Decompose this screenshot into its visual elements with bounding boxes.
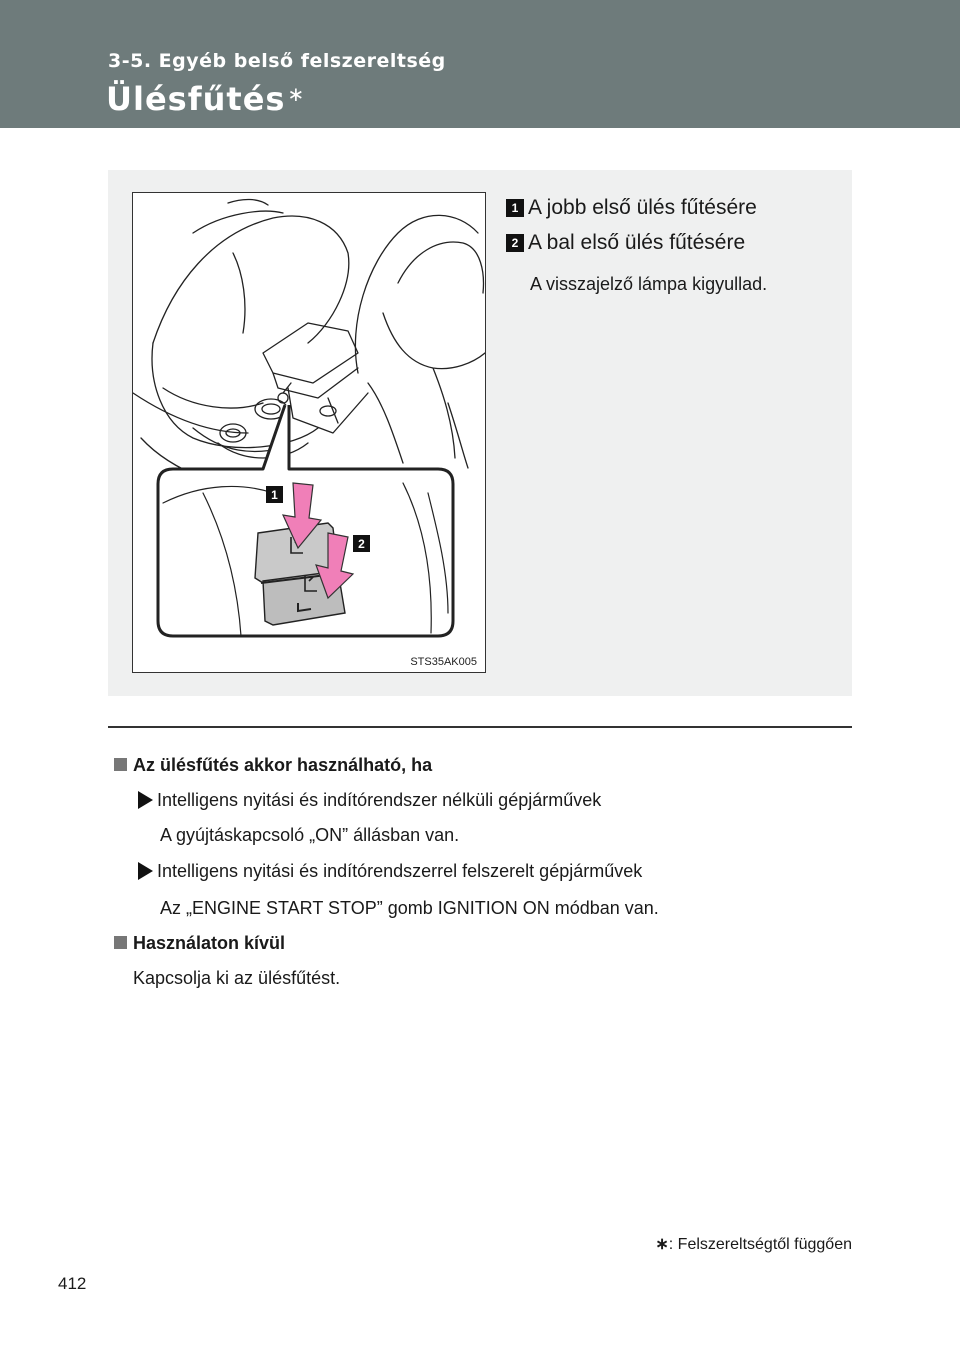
seat-heater-illustration — [132, 192, 486, 673]
item-2-label-text: Intelligens nyitási és indítórendszerrel felszerelt gépjárművek — [157, 861, 643, 881]
section-1-title: Az ülésfűtés akkor használható, ha — [133, 755, 433, 775]
item-1-text: A gyújtáskapcsoló „ON” állásban van. — [160, 825, 460, 845]
figure-code: STS35AK005 — [410, 656, 477, 668]
page-header — [0, 0, 960, 128]
callout-2-text: 2 — [358, 537, 365, 551]
divider — [108, 726, 852, 728]
page-title-text: Ülésfűtés — [106, 80, 286, 118]
triangle-bullet-icon — [138, 791, 153, 809]
page-title — [106, 80, 305, 118]
item-1-label-text: Intelligens nyitási és indítórendszer nélküli gépjárművek — [157, 790, 602, 810]
callout-1-text: 1 — [271, 488, 278, 502]
asterisk-icon: ∗ — [655, 1236, 669, 1253]
page-number: 412 — [58, 1274, 87, 1293]
square-bullet-icon — [114, 758, 127, 771]
illustration-drawing — [133, 193, 485, 672]
right-seat-back — [355, 215, 478, 373]
armrest — [263, 323, 358, 383]
item-2-label — [138, 861, 642, 882]
square-bullet-icon — [114, 936, 127, 949]
section-2-title: Használaton kívül — [133, 933, 286, 953]
section-2-text: Kapcsolja ki az ülésfűtést. — [133, 968, 341, 988]
triangle-bullet-icon — [138, 862, 153, 880]
section-2-heading — [114, 933, 285, 954]
asterisk-icon: ∗ — [287, 82, 306, 106]
item-1-label — [138, 790, 601, 811]
legend-item-2 — [506, 231, 745, 255]
section-label: 3-5. Egyéb belső felszereltség — [108, 50, 446, 72]
legend-note: A visszajelző lámpa kigyullad. — [530, 274, 768, 294]
number-badge: 2 — [506, 234, 524, 252]
section-1-heading — [114, 755, 432, 776]
item-2-text: Az „ENGINE START STOP” gomb IGNITION ON módban van. — [160, 898, 659, 918]
left-seat-back — [153, 216, 349, 343]
legend-text: A bal első ülés fűtésére — [528, 231, 746, 254]
footnote — [655, 1234, 852, 1254]
footnote-text: : Felszereltségtől függően — [668, 1236, 852, 1253]
legend-text: A jobb első ülés fűtésére — [528, 196, 757, 219]
legend-item-1 — [506, 196, 757, 220]
number-badge: 1 — [506, 199, 524, 217]
